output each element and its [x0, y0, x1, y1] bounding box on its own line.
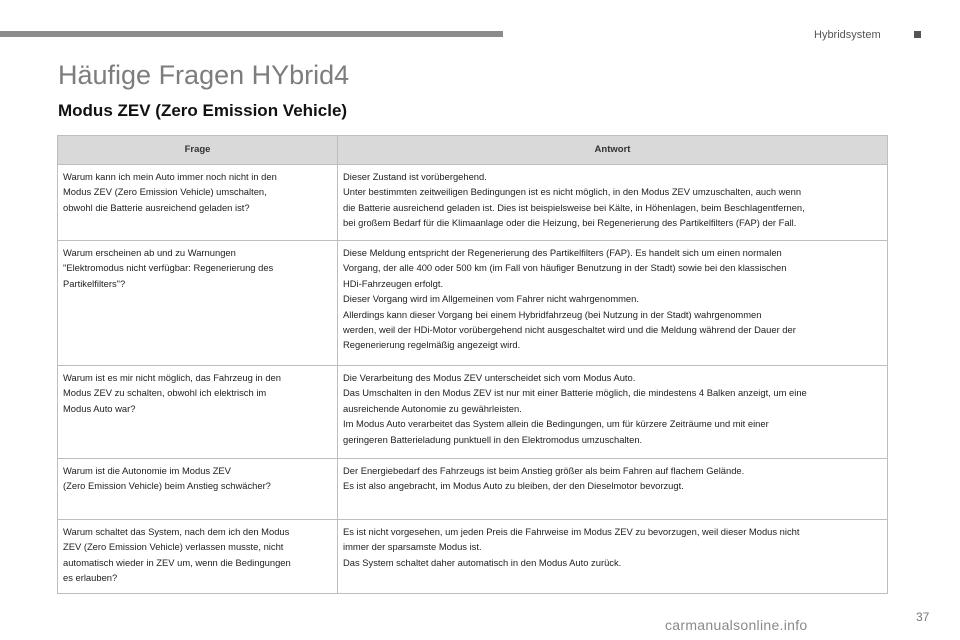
answer-cell [338, 459, 888, 520]
answer-line: Allerdings kann dieser Vorgang bei einem Hybridfahrzeug (bei Nutzung in der Stadt) wahrgenommen [343, 308, 762, 320]
table-row [58, 165, 888, 241]
question-line: ZEV (Zero Emission Vehicle) verlassen musste, nicht [63, 541, 284, 553]
question-line: es erlauben? [63, 572, 118, 584]
watermark: carmanualsonline.info [665, 617, 808, 633]
answer-line: Diese Meldung entspricht der Regenerierung des Partikelfilters (FAP). Es handelt sich um einen normalen [343, 247, 782, 258]
table-row [58, 366, 888, 459]
answer-line: immer der sparsamste Modus ist. [343, 541, 482, 553]
answer-column-header: Antwort [338, 136, 888, 165]
question-column-header: Frage [58, 136, 338, 165]
table-row [58, 459, 888, 520]
question-line: Warum schaltet das System, nach dem ich den Modus [63, 526, 290, 537]
answer-line: Das System schaltet daher automatisch in den Modus Auto zurück. [343, 556, 622, 568]
answer-line: bei großem Bedarf für die Klimaanlage oder die Heizung, bei Regenerierung des Partikelfilters (FAP) der Fall. [343, 217, 797, 229]
question-line: Warum erscheinen ab und zu Warnungen [63, 247, 236, 258]
answer-line: HDi-Fahrzeugen erfolgt. [343, 277, 444, 289]
question-line: Warum ist es mir nicht möglich, das Fahrzeug in den [63, 372, 281, 383]
question-cell [58, 520, 338, 594]
answer-line: Regenerierung regelmäßig angezeigt wird. [343, 339, 521, 351]
question-cell [58, 241, 338, 366]
answer-line: Der Energiebedarf des Fahrzeugs ist beim Anstieg größer als beim Fahren auf flachem Gelände. [343, 465, 745, 476]
question-line: Modus Auto war? [63, 402, 136, 414]
question-line: Modus ZEV (Zero Emission Vehicle) umschalten, [63, 186, 267, 198]
question-line: "Elektromodus nicht verfügbar: Regenerierung des [63, 262, 274, 274]
page-number: 37 [916, 610, 930, 624]
answer-line: Unter bestimmten zeitweiligen Bedingungen ist es nicht möglich, in den Modus ZEV umzuschalten, auch wenn [343, 186, 802, 198]
section-subtitle: Modus ZEV (Zero Emission Vehicle) [58, 101, 348, 120]
question-line: Modus ZEV zu schalten, obwohl ich elektrisch im [63, 387, 267, 399]
question-cell [58, 165, 338, 241]
section-label: Hybridsystem [814, 29, 881, 41]
section-marker-square [914, 31, 921, 38]
question-cell [58, 366, 338, 459]
answer-line: Es ist also angebracht, im Modus Auto zu bleiben, der den Dieselmotor bevorzugt. [343, 480, 684, 492]
answer-cell [338, 366, 888, 459]
faq-table [57, 135, 888, 594]
table-header-row [58, 136, 888, 165]
answer-line: geringeren Batterieladung punktuell in den Elektromodus umzuschalten. [343, 433, 643, 445]
answer-line: Das Umschalten in den Modus ZEV ist nur mit einer Batterie möglich, die mindestens 4 Balken anzeigt, um eine [343, 387, 807, 399]
header-rule [0, 31, 503, 37]
question-cell [58, 459, 338, 520]
table-row [58, 520, 888, 594]
question-line: obwohl die Batterie ausreichend geladen ist? [63, 201, 250, 213]
answer-cell [338, 165, 888, 241]
answer-line: Im Modus Auto verarbeitet das System allein die Bedingungen, um für kürzere Zeiträume und mit einer [343, 418, 769, 430]
answer-line: werden, weil der HDi-Motor vorübergehend nicht ausgeschaltet wird und die Meldung während der Dauer der [343, 324, 796, 336]
answer-line: ausreichende Autonomie zu gewährleisten. [343, 402, 522, 414]
question-line: (Zero Emission Vehicle) beim Anstieg schwächer? [63, 480, 271, 492]
answer-line: die Batterie ausreichend geladen ist. Dies ist beispielsweise bei Kälte, in Höhenlagen, beim Beschlagentfernen, [343, 201, 805, 213]
question-line: Warum kann ich mein Auto immer noch nicht in den [63, 171, 277, 182]
question-line: Warum ist die Autonomie im Modus ZEV [63, 465, 231, 476]
question-line: automatisch wieder in ZEV um, wenn die Bedingungen [63, 556, 291, 568]
answer-line: Vorgang, der alle 400 oder 500 km (im Fall von häufiger Benutzung in der Stadt) sowie bei den klassischen [343, 262, 787, 274]
answer-line: Es ist nicht vorgesehen, um jeden Preis die Fahrweise im Modus ZEV zu bevorzugen, weil dieser Modus nicht [343, 526, 800, 537]
answer-line: Die Verarbeitung des Modus ZEV unterscheidet sich vom Modus Auto. [343, 372, 636, 383]
page-title: Häufige Fragen HYbrid4 [58, 60, 350, 90]
answer-line: Dieser Vorgang wird im Allgemeinen vom Fahrer nicht wahrgenommen. [343, 293, 639, 305]
answer-cell [338, 520, 888, 594]
answer-line: Dieser Zustand ist vorübergehend. [343, 171, 487, 182]
question-line: Partikelfilters"? [63, 277, 126, 289]
answer-cell [338, 241, 888, 366]
table-row [58, 241, 888, 366]
